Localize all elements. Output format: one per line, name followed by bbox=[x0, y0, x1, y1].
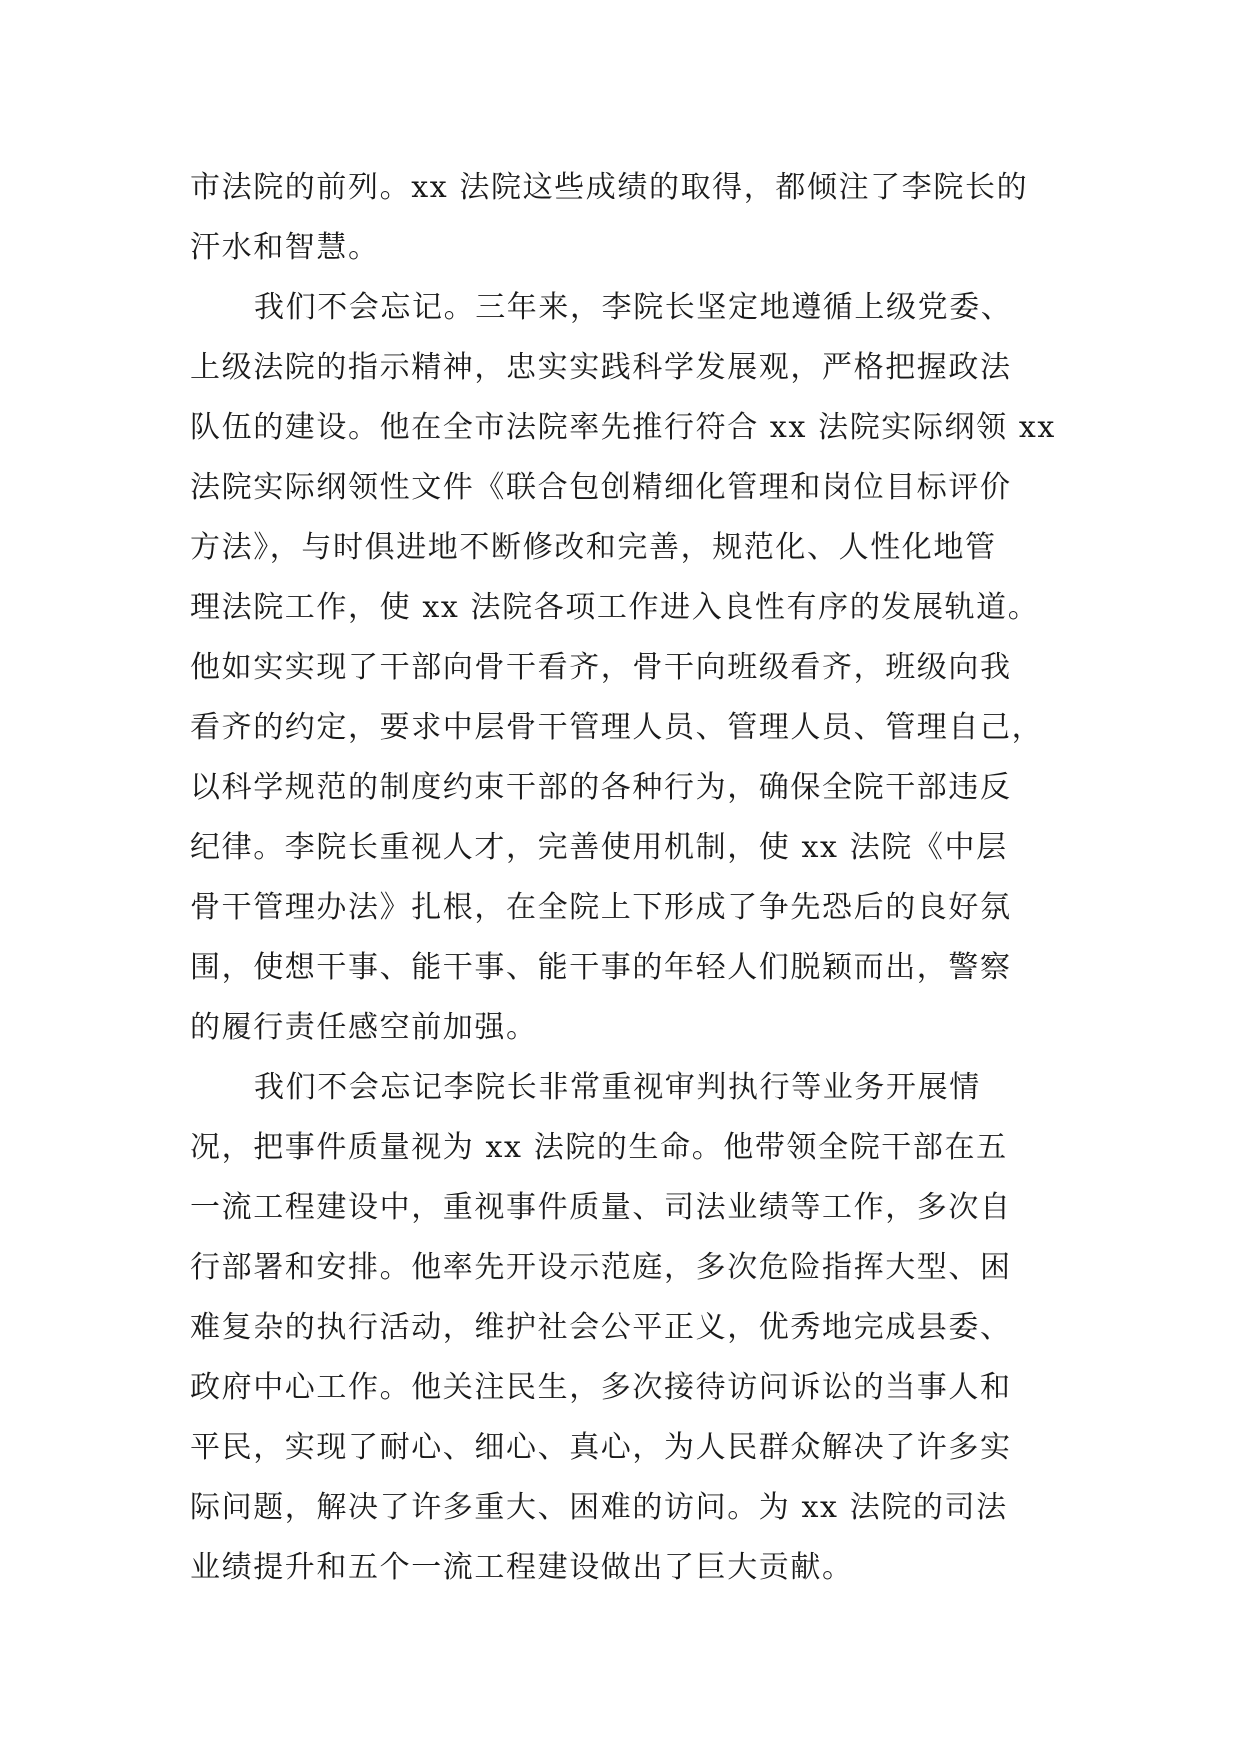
text-line: 骨干管理办法》扎根，在全院上下形成了争先恐后的良好氛 bbox=[190, 890, 1012, 925]
text-line: 队伍的建设。他在全市法院率先推行符合 xx 法院实际纲领 xx bbox=[190, 410, 1056, 445]
text-line: 上级法院的指示精神，忠实实践科学发展观，严格把握政法 bbox=[190, 350, 1012, 385]
text-line: 法院实际纲领性文件《联合包创精细化管理和岗位目标评价 bbox=[190, 470, 1012, 505]
text-line: 难复杂的执行活动，维护社会公平正义，优秀地完成县委、 bbox=[190, 1310, 1012, 1345]
text-line: 政府中心工作。他关注民生，多次接待访问诉讼的当事人和 bbox=[190, 1370, 1012, 1405]
text-line: 况，把事件质量视为 xx 法院的生命。他带领全院干部在五 bbox=[190, 1130, 1008, 1165]
text-line: 围，使想干事、能干事、能干事的年轻人们脱颖而出，警察 bbox=[190, 950, 1012, 985]
text-line: 业绩提升和五个一流工程建设做出了巨大贡献。 bbox=[190, 1550, 854, 1585]
text-line: 际问题，解决了许多重大、困难的访问。为 xx 法院的司法 bbox=[190, 1490, 1008, 1525]
paragraph-first-line: 我们不会忘记。三年来，李院长坚定地遵循上级党委、 bbox=[254, 290, 1013, 325]
text-line: 的履行责任感空前加强。 bbox=[190, 1010, 538, 1045]
paragraph-first-line: 我们不会忘记李院长非常重视审判执行等业务开展情 bbox=[254, 1070, 981, 1105]
text-line: 看齐的约定，要求中层骨干管理人员、管理人员、管理自己， bbox=[190, 710, 1044, 745]
text-line: 一流工程建设中，重视事件质量、司法业绩等工作，多次自 bbox=[190, 1190, 1012, 1225]
text-line: 行部署和安排。他率先开设示范庭，多次危险指挥大型、困 bbox=[190, 1250, 1012, 1285]
text-line: 纪律。李院长重视人才，完善使用机制，使 xx 法院《中层 bbox=[190, 830, 1008, 865]
text-line: 方法》，与时俱进地不断修改和完善，规范化、人性化地管 bbox=[190, 530, 997, 565]
text-line: 理法院工作，使 xx 法院各项工作进入良性有序的发展轨道。 bbox=[190, 590, 1040, 625]
text-line: 市法院的前列。xx 法院这些成绩的取得，都倾注了李院长的 bbox=[190, 170, 1029, 205]
text-line: 平民，实现了耐心、细心、真心，为人民群众解决了许多实 bbox=[190, 1430, 1012, 1465]
text-line: 以科学规范的制度约束干部的各种行为，确保全院干部违反 bbox=[190, 770, 1012, 805]
text-line: 汗水和智慧。 bbox=[190, 230, 380, 265]
text-line: 他如实实现了干部向骨干看齐，骨干向班级看齐，班级向我 bbox=[190, 650, 1012, 685]
document-body bbox=[190, 158, 1056, 1598]
